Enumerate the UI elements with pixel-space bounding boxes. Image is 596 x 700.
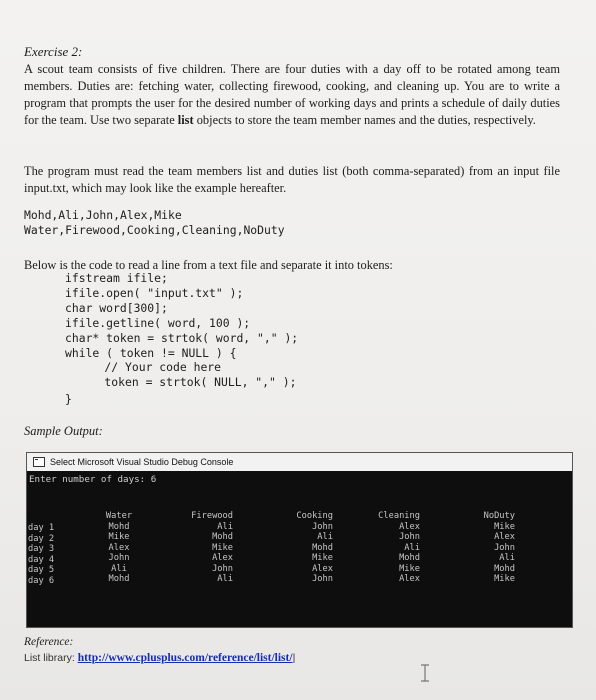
problem-description [24, 61, 560, 129]
schedule-cell: Mohd [312, 542, 333, 553]
schedule-cell: Alex [494, 532, 515, 542]
schedule-cell: Ali [217, 521, 233, 532]
day-labels-column [28, 523, 68, 586]
console-icon [33, 457, 45, 467]
schedule-cell: Alex [312, 563, 333, 574]
code-line: while ( token != NULL ) { [65, 346, 237, 360]
schedule-cell: John [312, 574, 333, 584]
schedule-cell: Mike [212, 542, 233, 553]
list-library-label: List library: [24, 652, 75, 664]
firewood-column [173, 511, 233, 585]
schedule-cell: Ali [404, 542, 420, 553]
noduty-column [455, 511, 515, 585]
description-text-2: objects to store the team member names and the duties, respectively. [193, 113, 536, 127]
debug-console-window [26, 452, 573, 628]
console-prompt: Enter number of days: 6 [29, 474, 157, 485]
schedule-cell: John [108, 553, 130, 563]
column-header: NoDuty [483, 511, 515, 521]
schedule-cell: Mohd [494, 563, 515, 574]
schedule-cell: Alex [399, 521, 420, 532]
column-header: Cleaning [378, 511, 420, 521]
code-line: } [65, 392, 72, 406]
schedule-cell: Mike [494, 574, 515, 584]
cooking-column [273, 511, 333, 585]
cleaning-column [360, 511, 420, 585]
schedule-cell: Ali [111, 563, 127, 574]
code-line: char word[300]; [65, 301, 168, 315]
schedule-cell: Alex [399, 574, 420, 584]
schedule-cell: John [312, 521, 333, 532]
column-header: Cooking [296, 511, 333, 521]
day-label: day 6 [28, 575, 55, 586]
day-label: day 3 [28, 544, 55, 554]
schedule-cell: Mike [312, 553, 333, 563]
cplusplus-link[interactable]: http://www.cplusplus.com/reference/list/list/ [77, 652, 293, 664]
schedule-cell: Mike [399, 563, 420, 574]
column-header: Water [105, 511, 133, 521]
column-header: Firewood [191, 511, 233, 521]
schedule-cell: John [212, 563, 233, 574]
code-line: ifile.getline( word, 100 ); [65, 316, 251, 330]
code-intro: Below is the code to read a line from a text file and separate it into tokens: [24, 258, 393, 272]
code-line: // Your code here [77, 360, 222, 374]
schedule-cell: John [494, 542, 515, 553]
code-line: token = strtok( NULL, "," ); [77, 375, 297, 389]
schedule-cell: Ali [317, 532, 333, 542]
input-file-description: The program must read the team members list and duties list (both comma-separated) from an input file input.txt, which may look like the example hereafter. [24, 164, 560, 195]
water-column [89, 511, 149, 585]
schedule-cell: Alex [108, 542, 130, 553]
console-title-bar[interactable] [27, 453, 572, 471]
schedule-cell: John [399, 532, 420, 542]
sample-output-label: Sample Output: [24, 424, 103, 438]
reference-label: Reference: [24, 636, 74, 648]
schedule-cell: Mike [108, 532, 130, 542]
day-label: day 4 [28, 554, 55, 565]
schedule-cell: Mohd [399, 553, 420, 563]
code-line: ifstream ifile; [65, 271, 168, 285]
schedule-cell: Mohd [212, 532, 233, 542]
exercise-title: Exercise 2: [24, 44, 83, 59]
schedule-cell: Alex [212, 553, 233, 563]
reference-line: List library: http://www.cplusplus.com/reference/list/list/| [24, 652, 296, 664]
description-text-1: A scout team consists of five children. There are four duties with a day off to be rotated among team members. Duties are: fetching water, collecting firewood, cooking, and cleaning up. You are to write a program that prompts the user for the desired number of working days and prints a schedule of daily duties for the team. Use two separate [24, 62, 560, 127]
input-example-line-1: Mohd,Ali,John,Alex,Mike [24, 208, 182, 222]
schedule-cell: Mike [494, 521, 515, 532]
schedule-cell: Ali [217, 574, 233, 584]
code-line: ifile.open( "input.txt" ); [65, 286, 244, 300]
day-label: day 5 [28, 565, 55, 575]
schedule-cell: Mohd [108, 574, 130, 584]
console-title: Select Microsoft Visual Studio Debug Console [50, 457, 234, 467]
schedule-cell: Mohd [108, 521, 130, 532]
code-line: char* token = strtok( word, "," ); [65, 331, 299, 345]
description-bold-list: list [177, 113, 194, 127]
day-label: day 2 [28, 533, 55, 544]
text-cursor-icon [419, 664, 431, 682]
input-example-line-2: Water,Firewood,Cooking,Cleaning,NoDuty [24, 223, 285, 237]
day-label: day 1 [28, 523, 55, 533]
schedule-cell: Ali [499, 553, 515, 563]
